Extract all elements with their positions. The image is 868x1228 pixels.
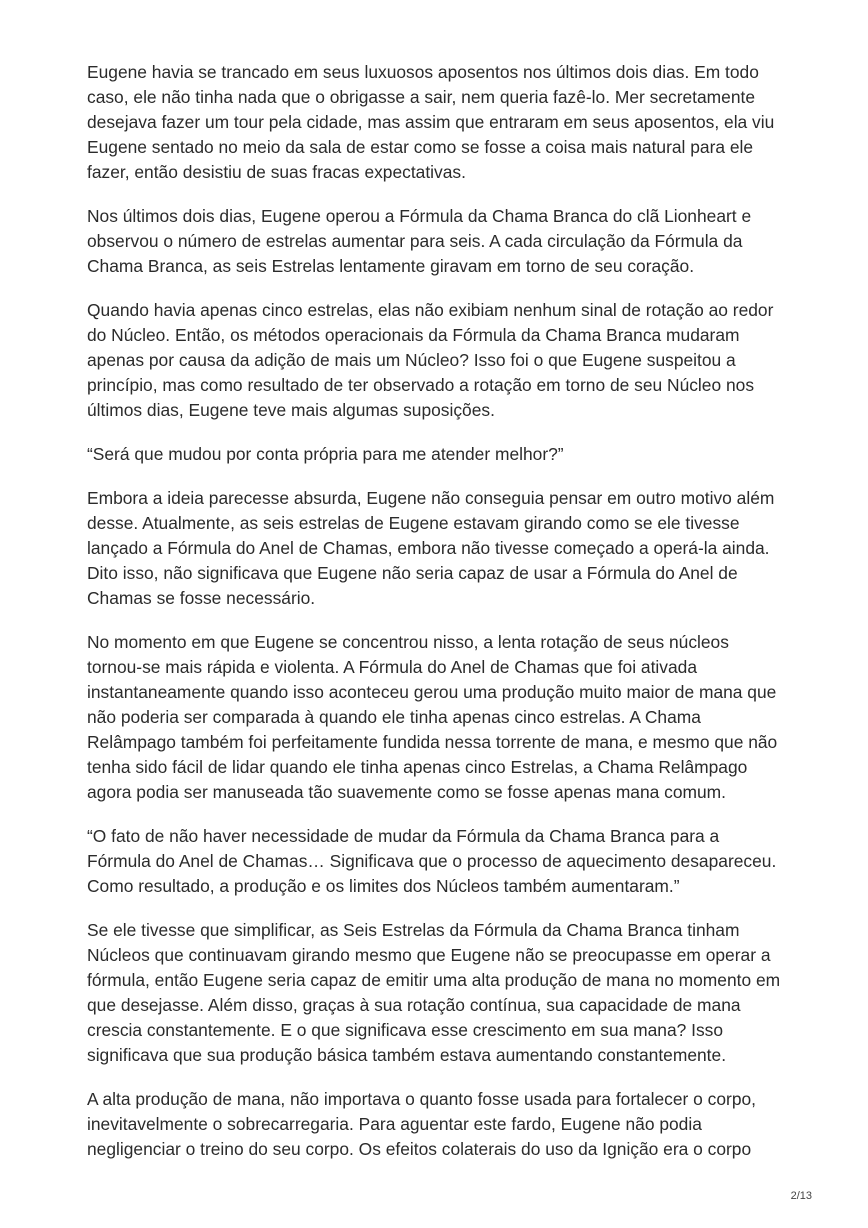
paragraph-7: “O fato de não haver necessidade de mudar da Fórmula da Chama Branca para a Fórmula do Anel de Chamas… Significava que o processo de aquecimento desapareceu. Como resultado, a produção e os limites dos Núcleos também aumentaram.” xyxy=(87,826,777,896)
paragraph-2: Nos últimos dois dias, Eugene operou a Fórmula da Chama Branca do clã Lionheart e observou o número de estrelas aumentar para seis. A cada circulação da Fórmula da Chama Branca, as seis Estrelas lentamente giravam em torno de seu coração. xyxy=(87,206,752,276)
paragraph-3: Quando havia apenas cinco estrelas, elas não exibiam nenhum sinal de rotação ao redor do Núcleo. Então, os métodos operacionais da Fórmula da Chama Branca mudaram apenas por causa da adição de mais um Núcleo? Isso foi o que Eugene suspeitou a princípio, mas como resultado de ter observado a rotação em torno de seu Núcleo nos últimos dias, Eugene teve mais algumas suposições. xyxy=(87,300,774,420)
paragraph-9: A alta produção de mana, não importava o quanto fosse usada para fortalecer o corpo, inevitavelmente o sobrecarregaria. Para aguentar este fardo, Eugene não podia negligenciar o treino do seu corpo. Os efeitos colaterais do uso da Ignição era o corpo xyxy=(87,1089,757,1159)
paragraph-6: No momento em que Eugene se concentrou nisso, a lenta rotação de seus núcleos tornou-se mais rápida e violenta. A Fórmula do Anel de Chamas que foi ativada instantaneamente quando isso aconteceu gerou uma produção muito maior de mana que não poderia ser comparada à quando ele tinha apenas cinco estrelas. A Chama Relâmpago também foi perfeitamente fundida nessa torrente de mana, e mesmo que não tenha sido fácil de lidar quando ele tinha apenas cinco Estrelas, a Chama Relâmpago agora podia ser manuseada tão suavemente como se fosse apenas mana comum. xyxy=(87,632,778,802)
paragraph-5: Embora a ideia parecesse absurda, Eugene não conseguia pensar em outro motivo além desse. Atualmente, as seis estrelas de Eugene estavam girando como se ele tivesse lançado a Fórmula do Anel de Chamas, embora não tivesse começado a operá-la ainda. Dito isso, não significava que Eugene não seria capaz de usar a Fórmula do Anel de Chamas se fosse necessário. xyxy=(87,488,775,608)
paragraph-8: Se ele tivesse que simplificar, as Seis Estrelas da Fórmula da Chama Branca tinham Núcleos que continuavam girando mesmo que Eugene não se preocupasse em operar a fórmula, então Eugene seria capaz de emitir uma alta produção de mana no momento em que desejasse. Além disso, graças à sua rotação contínua, sua capacidade de mana crescia constantemente. E o que significava esse crescimento em sua mana? Isso significava que sua produção básica também estava aumentando constantemente. xyxy=(87,920,781,1065)
paragraph-4: “Será que mudou por conta própria para me atender melhor?” xyxy=(87,444,564,464)
document-body xyxy=(87,60,787,1181)
paragraph-1: Eugene havia se trancado em seus luxuosos aposentos nos últimos dois dias. Em todo caso, ele não tinha nada que o obrigasse a sair, nem queria fazê-lo. Mer secretamente desejava fazer um tour pela cidade, mas assim que entraram em seus aposentos, ela viu Eugene sentado no meio da sala de estar como se fosse a coisa mais natural para ele fazer, então desistiu de suas fracas expectativas. xyxy=(87,62,775,182)
page-number: 2/13 xyxy=(790,1190,812,1202)
